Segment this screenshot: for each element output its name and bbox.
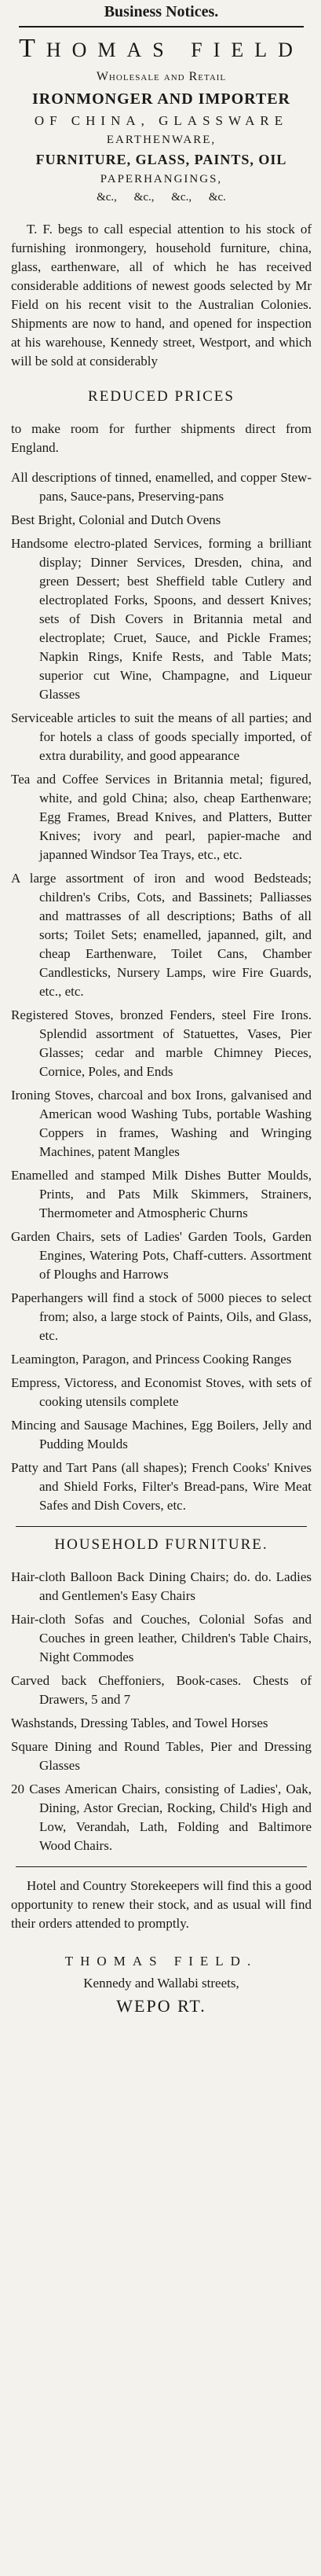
intro-paragraph: T. F. begs to call especial attention to his stock of furnishing ironmongery, household furniture, china, glass, earthenware, all of which he has received considerable additions of newest goods selected by Mr Field on his recent visit to the Australian Colonies. Shipments are now to hand, and opened for inspection at his warehouse, Kennedy street, Westport, and which will be sold at considerably: [11, 222, 312, 369]
list-item: Ironing Stoves, charcoal and box Irons, galvanised and American wood Washing Tubs, portable Washing Coppers in frames, Washing and Wringing Machines, patent Mangles: [11, 1088, 312, 1159]
firm-name: [11, 34, 312, 64]
section-divider: [16, 1526, 307, 1527]
outro-paragraph: Hotel and Country Storekeepers will find this a good opportunity to renew their stock, and as usual will find their orders attended to promptly.: [11, 1878, 312, 1931]
trade-line: Wholesale and Retail: [96, 70, 227, 83]
list-item: Hair-cloth Balloon Back Dining Chairs; do. do. Ladies and Gentlemen's Easy Chairs: [11, 1569, 312, 1603]
trade-title: IRONMONGER AND IMPORTER: [32, 90, 290, 108]
list-item: Handsome electro-plated Services, forming a brilliant display; Dinner Services, Dresden, china, and green Dessert; best Sheffield table Cutlery and electroplated Forks, Spoons, and dessert Knives; sets of Dish Covers in Britannia metal and electroplate; Cruet, Sauce, and Pickle Frames; Napkin Rings, Knife Rests, and Table Mats; superior cut Wine, Champagne, and Liqueur Glasses: [11, 536, 312, 702]
section-divider: [16, 1866, 307, 1867]
etc-line: &c., &c., &c., &c.: [97, 191, 226, 204]
reduced-prices-title: REDUCED PRICES: [88, 388, 235, 405]
list-item: Leamington, Paragon, and Princess Cooking Ranges: [11, 1352, 292, 1367]
signature-address: Kennedy and Wallabi streets,: [83, 1976, 239, 1991]
list-item: Hair-cloth Sofas and Couches, Colonial Sofas and Couches in green leather, Children's Table Chairs, Night Commodes: [11, 1612, 312, 1664]
list-item: Patty and Tart Pans (all shapes); French Cooks' Knives and Shield Forks, Filter's Bread-pans, Wire Meat Safes and Dish Covers, etc.: [11, 1460, 312, 1513]
list-item: Tea and Coffee Services in Britannia metal; figured, white, and gold China; also, cheap Earthenware; Egg Frames, Bread Knives, and Platters, Butter Knives; ivory and pearl, papier-mache and japanned Windsor Tea Trays, etc., etc.: [11, 772, 312, 862]
list-item: Serviceable articles to suit the means of all parties; and for hotels a class of goods specially imported, of extra durability, and good appearance: [11, 710, 312, 763]
list-item: Empress, Victoress, and Economist Stoves, with sets of cooking utensils complete: [11, 1375, 312, 1409]
firm-name-rest: HOMAS FIELD: [46, 39, 304, 61]
furniture-list: [11, 1568, 312, 1855]
list-item: Square Dining and Round Tables, Pier and Dressing Glasses: [11, 1739, 312, 1773]
of-china-line: OF CHINA, GLASSWARE: [34, 113, 289, 128]
section-header: Business Notices.: [104, 3, 219, 20]
furniture-line: FURNITURE, GLASS, PAINTS, OIL: [35, 152, 287, 167]
list-item: Registered Stoves, bronzed Fenders, steel Fire Irons. Splendid assortment of Statuettes, Vases, Pier Glasses; cedar and marble Chimney Pieces, Cornice, Poles, and Ends: [11, 1007, 312, 1079]
list-item: Mincing and Sausage Machines, Egg Boilers, Jelly and Pudding Moulds: [11, 1418, 312, 1451]
paperhangings-line: PAPERHANGINGS,: [100, 173, 223, 185]
signature-place: WEPO RT.: [116, 1996, 206, 2016]
list-item: Garden Chairs, sets of Ladies' Garden Tools, Garden Engines, Watering Pots, Chaff-cutters. Assortment of Ploughs and Harrows: [11, 1229, 312, 1282]
list-item: All descriptions of tinned, enamelled, and copper Stew-pans, Sauce-pans, Preserving-pans: [11, 470, 312, 504]
list-item: 20 Cases American Chairs, consisting of Ladies', Oak, Dining, Astor Grecian, Rocking, Child's High and Low, Verandah, Lath, Folding and Baltimore Wood Chairs.: [11, 1782, 312, 1853]
goods-list: [11, 468, 312, 1515]
signature-name: THOMAS FIELD.: [64, 1954, 258, 1969]
list-item: Enamelled and stamped Milk Dishes Butter Moulds, Prints, and Pats Milk Skimmers, Strainers, Thermometer and Atmospheric Churns: [11, 1168, 312, 1220]
list-item: Paperhangers will find a stock of 5000 pieces to select from; also, a large stock of Paints, Oils, and Glass, etc.: [11, 1290, 312, 1343]
list-item: Carved back Cheffoniers, Book-cases. Chests of Drawers, 5 and 7: [11, 1673, 312, 1707]
header-rule: [19, 26, 304, 28]
earthenware-line: EARTHENWARE,: [106, 134, 217, 146]
firm-name-initial: T: [19, 34, 46, 63]
reduced-prices-text: to make room for further shipments direct from England.: [11, 421, 312, 455]
list-item: Washstands, Dressing Tables, and Towel Horses: [11, 1715, 268, 1730]
household-furniture-title: HOUSEHOLD FURNITURE.: [54, 1536, 268, 1553]
list-item: Best Bright, Colonial and Dutch Ovens: [11, 512, 221, 527]
list-item: A large assortment of iron and wood Bedsteads; children's Cribs, Cots, and Bassinets; Palliasses and mattrasses of all descriptions; Baths of all sorts; Toilet Sets; enamelled, japanned, gilt, and cheap Earthenware, Toilet Cans, Chamber Candlesticks, Nursery Lamps, wire Fire Guards, etc., etc.: [11, 871, 312, 999]
